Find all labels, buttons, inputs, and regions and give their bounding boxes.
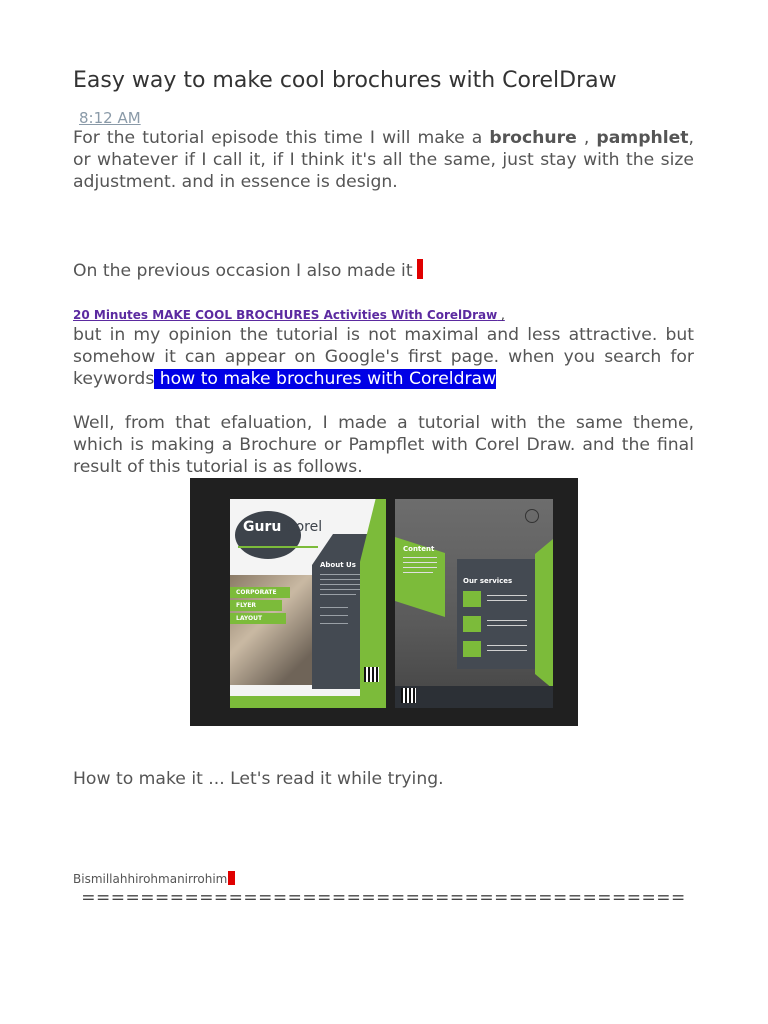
text-line [403,572,433,573]
previous-text: On the previous occasion I also made it [73,261,413,281]
paragraph-previous [73,259,694,282]
text-line [320,615,348,616]
service-icon [463,591,481,607]
text-line [320,607,348,608]
text-line [487,650,527,651]
opinion-text: but in my opinion the tutorial is not maximal and less attractive. but somehow it can appear on Google's first page. when you search for keywords [73,325,694,389]
red-marker [228,871,235,885]
keyword-highlight: how to make brochures with Coreldraw [154,369,497,389]
flyer-label: FLYER [230,600,282,611]
back-footer-bar [395,686,553,708]
qr-code-icon [401,688,416,703]
text-line [320,574,360,575]
bismillah-text: Bismillahhirohmanirrohim [73,872,228,886]
logo-word-corel: Corel [281,519,323,535]
post-time-link[interactable]: 8:12 AM [79,109,141,127]
brochure-preview-image [190,478,578,726]
text-line [403,562,437,563]
about-heading: About Us [320,561,356,569]
text-line [320,623,348,624]
intro-text-1: For the tutorial episode this time I will make a [73,128,490,148]
brochure-front-page [230,499,386,708]
text-line [320,579,360,580]
front-footer-bar [230,696,386,708]
text-line [320,594,356,595]
text-line [487,625,527,626]
logo-word-guru: Guru [243,519,282,535]
intro-text-3: , or whatever if I call it, if I think it's all the same, just stay with the size adjustment. and in essence is design. [73,128,694,192]
paragraph-evaluation: Well, from that efaluation, I made a tutorial with the same theme, which is making a Brochure or Pampflet with Corel Draw. and the final result of this tutorial is as follows. [73,413,694,477]
brochure-logo [243,519,322,535]
separator-line: ========================================= [81,888,686,908]
red-marker [417,259,423,279]
intro-text-2: , [576,128,597,148]
previous-tutorial-link-row [73,308,505,322]
bismillah-line [73,871,235,886]
text-line [320,589,360,590]
green-stripe-right [535,539,553,689]
text-line [487,620,527,621]
text-line [403,567,437,568]
paragraph-opinion [73,324,694,390]
paragraph-how-to: How to make it ... Let's read it while trying. [73,769,444,789]
layout-label: LAYOUT [230,613,286,624]
service-icon [463,616,481,632]
intro-bold-brochure: brochure [489,128,577,148]
previous-tutorial-link[interactable]: 20 Minutes MAKE COOL BROCHURES Activities With CorelDraw [73,308,498,322]
text-line [320,584,360,585]
logo-underline [238,546,318,548]
brochure-back-page [395,499,553,708]
text-line [487,600,527,601]
paragraph-intro [73,127,694,193]
article-title: Easy way to make cool brochures with CorelDraw [73,68,617,93]
emblem-icon [525,509,539,523]
text-line [403,557,437,558]
service-icon [463,641,481,657]
services-heading: Our services [463,577,513,585]
text-line [487,645,527,646]
link-comma: , [497,308,505,322]
text-line [487,595,527,596]
corporate-label: CORPORATE [230,587,290,598]
intro-bold-pamphlet: pamphlet [596,128,689,148]
qr-code-icon [364,667,379,682]
content-heading: Content [403,545,435,553]
